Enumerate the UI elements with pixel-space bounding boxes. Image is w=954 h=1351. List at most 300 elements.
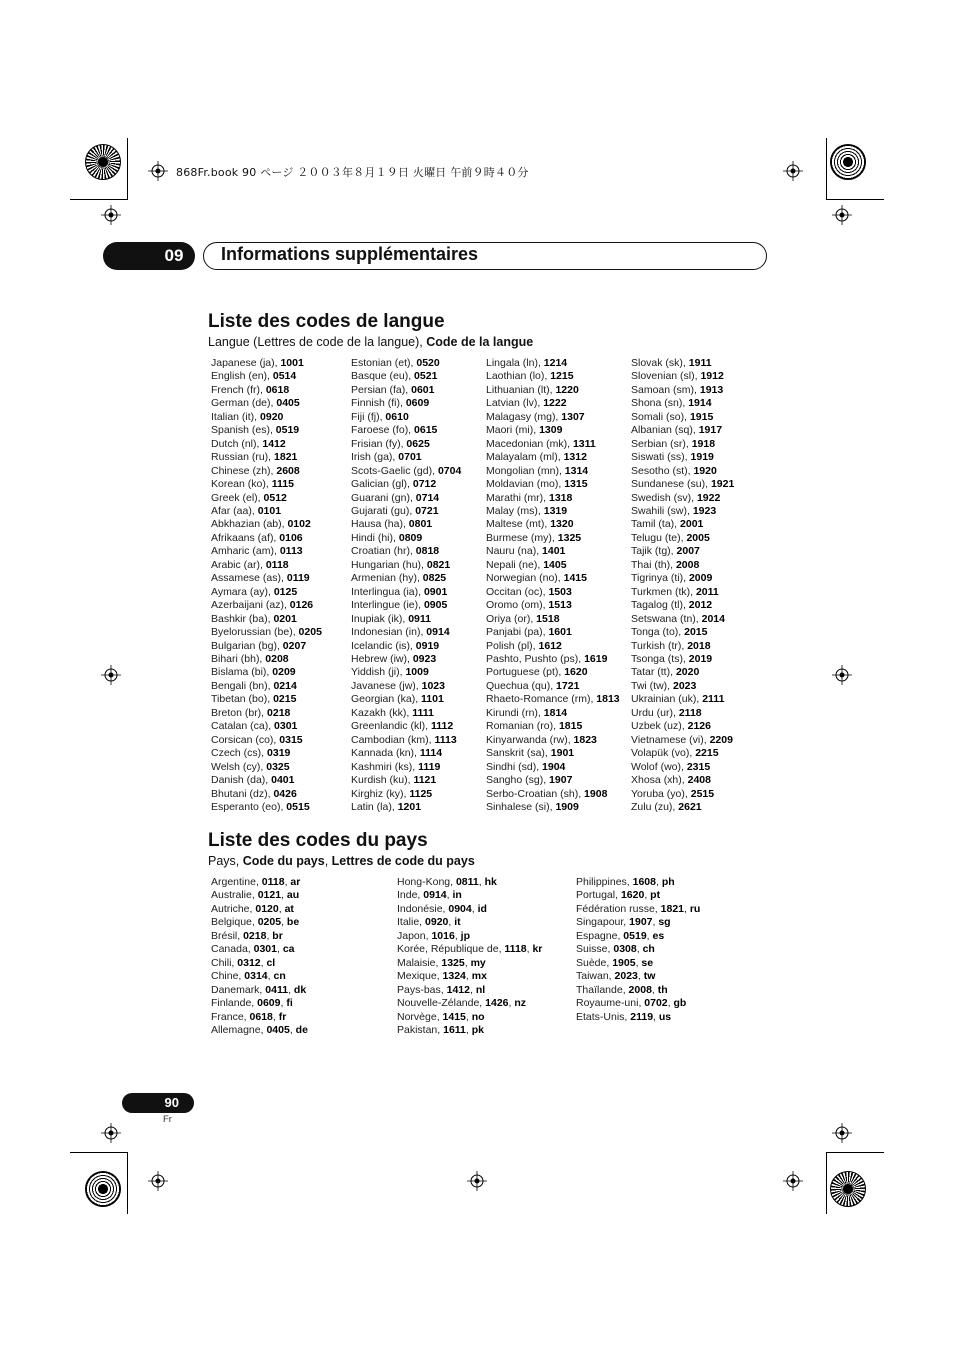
language-code: 0920 (260, 410, 284, 423)
country-codes-title: Liste des codes du pays (208, 830, 428, 851)
country-name: Argentine, (211, 876, 262, 888)
language-code: 2011 (695, 585, 719, 598)
language-code: 0205 (298, 626, 322, 639)
language-code: 0721 (415, 504, 439, 517)
language-code: 0701 (398, 451, 422, 464)
language-code: 0113 (279, 545, 303, 558)
language-entry (486, 532, 620, 545)
language-code: 2015 (684, 626, 708, 639)
sunburst-target-icon (85, 1171, 121, 1207)
language-code: 2019 (688, 652, 713, 665)
language-name: Afar (aa), (211, 504, 258, 517)
language-code: 1909 (555, 800, 579, 813)
language-name: Welsh (cy), (211, 760, 267, 773)
country-letters: cl (266, 956, 276, 969)
language-name: English (en), (211, 370, 273, 383)
language-name: Greek (el), (211, 491, 264, 504)
language-code: 1911 (688, 357, 712, 369)
language-name: Kashmiri (ks), (351, 760, 419, 773)
country-column-2 (397, 876, 542, 1037)
language-name: Greenlandic (kl), (351, 720, 431, 733)
language-entry (486, 478, 620, 491)
language-code: 0215 (273, 693, 297, 706)
language-entry (631, 586, 734, 599)
language-name: Croatian (hr), (351, 545, 416, 558)
registration-mark-icon (832, 205, 852, 225)
language-name: Sinhalese (si), (486, 800, 556, 813)
language-name: Siswati (ss), (631, 451, 691, 464)
language-name: Tonga (to), (631, 626, 685, 639)
country-letters: pk (471, 1023, 484, 1036)
language-code: 1315 (564, 478, 588, 491)
language-entry (211, 693, 322, 706)
language-name: Guarani (gn), (351, 491, 416, 504)
country-letters: au (286, 889, 300, 902)
language-entry (631, 572, 734, 585)
language-entry (351, 357, 461, 370)
country-name: Nouvelle-Zélande, (397, 997, 486, 1010)
language-name: Slovenian (sl), (631, 370, 701, 383)
language-name: Gujarati (gu), (351, 504, 416, 517)
language-code: 1721 (556, 679, 580, 692)
language-entry (486, 438, 620, 451)
language-entry (351, 653, 461, 666)
language-entry (211, 518, 322, 531)
language-codes-title: Liste des codes de langue (208, 311, 445, 332)
language-name: Byelorussian (be), (211, 626, 299, 639)
book-info-line: 868Fr.book 90 ページ ２００３年８月１９日 火曜日 午前９時４０分 (176, 166, 529, 179)
language-entry (351, 438, 461, 451)
language-entry (211, 801, 322, 814)
language-entry (486, 465, 620, 478)
language-entry (211, 640, 322, 653)
language-name: Sindhi (sd), (486, 760, 543, 773)
country-name: Taiwan, (576, 970, 615, 983)
language-name: Marathi (mr), (486, 491, 549, 504)
language-entry (486, 613, 620, 626)
country-name: Korée, République de, (397, 943, 505, 956)
crop-mark (70, 199, 128, 200)
language-name: Kinyarwanda (rw), (486, 733, 574, 746)
language-entry (631, 424, 734, 437)
language-name: Tajik (tg), (631, 545, 677, 558)
country-letters: ca (282, 943, 295, 956)
language-code: 1125 (409, 787, 433, 800)
country-code: 0411 (265, 983, 289, 996)
language-entry (351, 532, 461, 545)
country-code: 0205 (257, 916, 282, 929)
language-entry (486, 640, 620, 653)
language-name: Bulgarian (bg), (211, 639, 283, 652)
language-name: Bashkir (ba), (211, 612, 274, 625)
language-entry (631, 451, 734, 464)
country-name: Thaïlande, (576, 983, 629, 996)
language-entry (631, 545, 734, 558)
language-entry (486, 505, 620, 518)
language-name: Sanskrit (sa), (486, 747, 551, 760)
language-entry (211, 680, 322, 693)
language-name: Quechua (qu), (486, 679, 557, 692)
registration-mark-icon (101, 1123, 121, 1143)
country-entry: Chine, 0314, cn (211, 970, 286, 983)
language-entry (351, 451, 461, 464)
language-column-1 (211, 357, 322, 814)
language-entry (211, 707, 322, 720)
country-name: Mexique, (397, 970, 443, 983)
language-code: 1112 (430, 720, 454, 733)
language-name: Amharic (am), (211, 545, 280, 558)
language-entry (351, 801, 461, 814)
language-code: 1901 (550, 747, 575, 760)
sunburst-target-icon (830, 144, 866, 180)
language-entry (486, 586, 620, 599)
language-code: 0515 (286, 800, 310, 813)
language-code: 1121 (413, 774, 437, 787)
country-letters: kr (532, 943, 543, 956)
language-name: Serbian (sr), (631, 437, 692, 450)
language-code: 1314 (564, 464, 589, 477)
country-entry: Belgique, 0205, be (211, 916, 300, 929)
language-entry (211, 613, 322, 626)
language-code: 0905 (423, 599, 448, 612)
country-entry: Espagne, 0519, es (576, 929, 665, 942)
country-entry: Fédération russe, 1821, ru (576, 902, 701, 915)
chapter-title: Informations supplémentaires (221, 244, 479, 264)
language-name: Assamese (as), (211, 572, 287, 585)
country-letters: no (471, 1010, 485, 1023)
registration-mark-icon (148, 1171, 168, 1191)
language-name: Hausa (ha), (351, 518, 409, 531)
country-name: Norvège, (397, 1010, 443, 1023)
country-letters: id (477, 902, 487, 915)
country-entry: Japon, 1016, jp (397, 929, 470, 942)
language-code: 0521 (414, 370, 438, 383)
language-entry (351, 613, 461, 626)
language-entry (486, 384, 620, 397)
country-code: 1608 (632, 876, 656, 888)
country-name: Indonésie, (397, 902, 449, 915)
country-entry: Taiwan, 2023, tw (576, 970, 656, 983)
language-entry (631, 720, 734, 733)
language-code: 1813 (596, 693, 620, 706)
country-letters: nz (514, 997, 527, 1010)
language-name: Uzbek (uz), (631, 720, 688, 733)
language-entry (211, 357, 322, 370)
language-name: Yiddish (ji), (351, 666, 406, 679)
language-name: Nauru (na), (486, 545, 543, 558)
country-entry: Nouvelle-Zélande, 1426, nz (397, 997, 527, 1010)
language-name: Moldavian (mo), (486, 478, 565, 491)
language-name: Tigrinya (ti), (631, 572, 689, 585)
country-code: 1412 (446, 983, 470, 996)
language-entry (211, 761, 322, 774)
language-code: 1111 (412, 706, 434, 719)
language-name: Italian (it), (211, 410, 261, 423)
country-codes-subtitle: Pays, Code du pays, Lettres de code du pays (208, 854, 475, 868)
language-code: 2408 (687, 774, 711, 787)
language-entry (486, 357, 620, 370)
language-entry (486, 424, 620, 437)
country-entry: Singapour, 1907, sg (576, 916, 671, 929)
language-name: Nepali (ne), (486, 558, 544, 571)
country-entry: Philippines, 1608, ph (576, 876, 675, 888)
language-entry (211, 626, 322, 639)
language-entry (351, 774, 461, 787)
country-code: 1118 (504, 943, 527, 956)
country-entry: Chili, 0312, cl (211, 956, 276, 969)
country-name: France, (211, 1010, 250, 1023)
language-entry (351, 734, 461, 747)
language-code: 0325 (266, 760, 290, 773)
country-name: Italie, (397, 916, 426, 929)
language-code: 2111 (702, 693, 725, 706)
country-letters: be (286, 916, 300, 929)
language-column-2 (351, 357, 461, 814)
language-code: 2012 (688, 599, 713, 612)
language-code: 0911 (408, 612, 431, 625)
language-entry (486, 693, 620, 706)
country-name: Espagne, (576, 929, 624, 942)
language-entry (486, 707, 620, 720)
language-entry (211, 788, 322, 801)
language-entry (351, 707, 461, 720)
language-code: 0102 (287, 518, 311, 531)
country-entry: France, 0618, fr (211, 1010, 287, 1023)
language-entry (211, 370, 322, 383)
language-code: 1914 (688, 397, 712, 410)
language-entry (351, 586, 461, 599)
country-letters: in (452, 889, 462, 902)
language-name: Georgian (ka), (351, 693, 422, 706)
language-name: Thai (th), (631, 558, 676, 571)
language-entry (351, 693, 461, 706)
language-code: 0514 (272, 370, 297, 383)
language-name: Portuguese (pt), (486, 666, 565, 679)
language-name: Rhaeto-Romance (rm), (486, 693, 597, 706)
language-entry (486, 397, 620, 410)
registration-mark-icon (783, 161, 803, 181)
language-entry (211, 438, 322, 451)
country-letters: hk (484, 876, 497, 888)
language-name: Aymara (ay), (211, 585, 274, 598)
language-code: 0214 (273, 679, 297, 692)
country-name: Fédération russe, (576, 902, 661, 915)
country-letters: ph (661, 876, 675, 888)
language-code: 1311 (572, 437, 596, 450)
country-entry: Danemark, 0411, dk (211, 983, 307, 996)
language-entry (211, 572, 322, 585)
language-code: 1823 (573, 733, 597, 746)
country-letters: dk (293, 983, 307, 996)
language-entry (211, 451, 322, 464)
language-code: 2023 (673, 679, 697, 692)
language-entry (631, 492, 734, 505)
language-code: 1023 (421, 679, 445, 692)
country-letters: us (658, 1010, 672, 1023)
language-entry (351, 720, 461, 733)
language-name: Laothian (lo), (486, 370, 551, 383)
country-entry: Korée, République de, 1118, kr (397, 943, 543, 956)
country-letters: ru (689, 902, 701, 915)
language-code: 0218 (267, 706, 291, 719)
language-code: 1908 (584, 787, 608, 800)
country-letters: sg (658, 916, 671, 929)
language-code: 1401 (542, 545, 566, 558)
country-entry: Hong-Kong, 0811, hk (397, 876, 497, 888)
language-entry (211, 411, 322, 424)
language-entry (486, 572, 620, 585)
language-code: 1309 (539, 424, 563, 437)
country-name: Royaume-uni, (576, 997, 645, 1010)
language-entry (486, 518, 620, 531)
country-name: Chine, (211, 970, 245, 983)
country-entry: Norvège, 1415, no (397, 1010, 485, 1023)
language-name: Occitan (oc), (486, 585, 549, 598)
registration-mark-icon (832, 665, 852, 685)
language-code: 0209 (272, 666, 296, 679)
country-code: 0121 (257, 889, 282, 902)
language-name: Frisian (fy), (351, 437, 407, 450)
country-name: Portugal, (576, 889, 621, 902)
registration-mark-icon (148, 161, 168, 181)
language-entry (211, 653, 322, 666)
country-entry: Thaïlande, 2008, th (576, 983, 668, 996)
language-name: Panjabi (pa), (486, 626, 549, 639)
language-entry (486, 599, 620, 612)
language-entry (631, 532, 734, 545)
language-code: 0301 (274, 720, 298, 733)
country-letters: cn (273, 970, 286, 983)
crop-mark (127, 1152, 128, 1214)
language-name: Afrikaans (af), (211, 531, 280, 544)
language-code: 1222 (543, 397, 567, 410)
language-name: Romanian (ro), (486, 720, 559, 733)
language-column-4 (631, 357, 734, 814)
country-letters: ch (642, 943, 655, 956)
language-entry (486, 680, 620, 693)
language-name: Xhosa (xh), (631, 774, 688, 787)
country-column-1 (211, 876, 308, 1037)
country-letters: gb (673, 997, 687, 1010)
country-entry: Brésil, 0218, br (211, 929, 283, 942)
country-name: Suède, (576, 956, 613, 969)
language-name: Macedonian (mk), (486, 437, 573, 450)
crop-mark (826, 1152, 884, 1153)
language-entry (211, 734, 322, 747)
page-language: Fr (163, 1114, 172, 1125)
language-name: Faroese (fo), (351, 424, 415, 437)
language-entry (351, 761, 461, 774)
language-code: 1009 (405, 666, 429, 679)
crop-mark (826, 138, 827, 200)
country-letters: th (657, 983, 668, 996)
language-code: 0520 (416, 357, 440, 369)
language-name: Ukrainian (uk), (631, 693, 703, 706)
country-name: Belgique, (211, 916, 258, 929)
country-entry: Royaume-uni, 0702, gb (576, 997, 687, 1010)
country-code: 1016 (431, 929, 455, 942)
language-code: 1919 (690, 451, 714, 464)
country-entry: Indonésie, 0904, id (397, 902, 487, 915)
language-entry (631, 505, 734, 518)
language-code: 0118 (265, 558, 289, 571)
language-name: Shona (sn), (631, 397, 689, 410)
language-entry (486, 720, 620, 733)
language-entry (211, 505, 322, 518)
language-name: Danish (da), (211, 774, 272, 787)
language-code: 1325 (557, 531, 582, 544)
country-code: 1325 (441, 956, 465, 969)
language-code: 1920 (693, 464, 717, 477)
country-letters: it (454, 916, 461, 929)
language-entry (486, 370, 620, 383)
country-entry: Allemagne, 0405, de (211, 1023, 308, 1036)
language-entry (631, 653, 734, 666)
language-name: Finnish (fi), (351, 397, 406, 410)
language-name: Icelandic (is), (351, 639, 416, 652)
sunburst-target-icon (85, 144, 121, 180)
language-code: 1412 (262, 437, 286, 450)
language-name: Kannada (kn), (351, 747, 420, 760)
language-name: Basque (eu), (351, 370, 415, 383)
language-entry (351, 384, 461, 397)
language-code: 1513 (548, 599, 572, 612)
language-code: 0315 (279, 733, 303, 746)
country-entry: Etats-Unis, 2119, us (576, 1010, 672, 1023)
language-entry (631, 747, 734, 760)
language-code: 0625 (406, 437, 430, 450)
language-entry (631, 518, 734, 531)
language-code: 0126 (289, 599, 314, 612)
country-code: 1324 (442, 970, 466, 983)
language-entry (631, 599, 734, 612)
language-code: 2515 (690, 787, 715, 800)
language-name: Spanish (es), (211, 424, 276, 437)
language-entry (351, 492, 461, 505)
language-code: 2014 (701, 612, 725, 625)
language-code: 0201 (273, 612, 297, 625)
crop-mark (70, 1152, 128, 1153)
language-name: Zulu (zu), (631, 800, 679, 813)
language-code: 1312 (563, 451, 587, 464)
country-code: 0405 (266, 1023, 290, 1036)
language-code: 1320 (550, 518, 574, 531)
language-entry (486, 774, 620, 787)
language-name: Indonesian (in), (351, 626, 427, 639)
language-entry (351, 559, 461, 572)
page-number: 90 (122, 1093, 194, 1113)
language-code: 0618 (265, 383, 290, 396)
language-name: Cambodian (km), (351, 733, 435, 746)
language-name: Serbo-Croatian (sh), (486, 787, 585, 800)
country-entry: Canada, 0301, ca (211, 943, 295, 956)
language-name: Turkish (tr), (631, 639, 688, 652)
language-name: Russian (ru), (211, 451, 275, 464)
language-column-3 (486, 357, 620, 814)
language-name: Sangho (sg), (486, 774, 550, 787)
language-name: Catalan (ca), (211, 720, 275, 733)
language-code: 2007 (676, 545, 700, 558)
language-name: Wolof (wo), (631, 760, 687, 773)
country-letters: ar (290, 876, 301, 888)
language-name: Samoan (sm), (631, 383, 700, 396)
language-code: 1405 (543, 558, 567, 571)
country-name: Japon, (397, 929, 432, 942)
language-code: 0818 (415, 545, 440, 558)
language-entry (211, 492, 322, 505)
language-entry (631, 640, 734, 653)
country-entry: Pays-bas, 1412, nl (397, 983, 486, 996)
